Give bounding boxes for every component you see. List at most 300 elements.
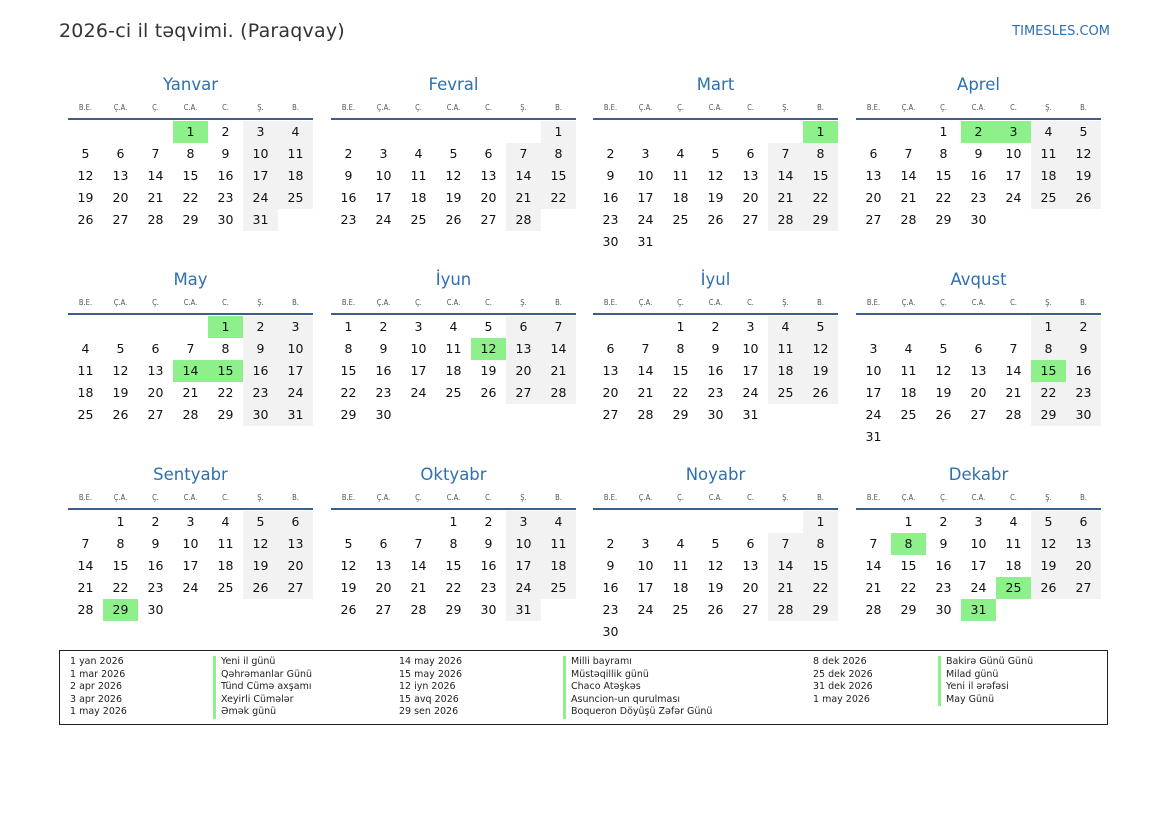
day-cell: 22 (672, 385, 689, 400)
month-1 (68, 74, 313, 231)
day-cell: 9 (606, 168, 615, 183)
day-cell: 6 (379, 536, 388, 551)
day-cell: 14 (865, 558, 882, 573)
day-cell: 9 (151, 536, 160, 551)
month-divider (856, 508, 1101, 510)
month-divider (68, 508, 313, 510)
day-cell: 20 (375, 580, 392, 595)
day-cell: 29 (340, 407, 357, 422)
day-cell: 24 (637, 212, 654, 227)
day-cell: 5 (243, 511, 278, 533)
weekday-label: C.A. (971, 298, 986, 307)
day-cell: 27 (147, 407, 164, 422)
day-cell: 10 (865, 363, 882, 378)
day-cell: 3 (186, 514, 195, 529)
day-cell: 24 (506, 577, 541, 599)
weekday-label: B. (1080, 103, 1087, 112)
day-cell: 24 (182, 580, 199, 595)
day-cell: 12 (112, 363, 129, 378)
month-name: Dekabr (948, 465, 1009, 484)
weekday-label: Ç.A. (901, 103, 916, 112)
month-name: Yanvar (162, 75, 219, 94)
day-cell: 15 (803, 555, 838, 577)
holiday-date: 31 dek 2026 (813, 681, 873, 693)
day-cell: 16 (243, 360, 278, 382)
day-cell: 13 (602, 363, 619, 378)
weekday-label: C. (1010, 298, 1017, 307)
holiday-date: 14 may 2026 (399, 656, 463, 667)
day-empty (138, 121, 173, 143)
day-empty (628, 511, 663, 533)
holiday-date: 25 dek 2026 (813, 668, 873, 680)
holiday-date: 1 may 2026 (70, 706, 127, 718)
month-days (68, 316, 313, 426)
day-cell: 8 (344, 341, 353, 356)
day-cell: 4 (676, 536, 685, 551)
day-cell: 25 (541, 577, 576, 599)
day-cell-holiday: 8 (891, 533, 926, 555)
day-cell: 30 (243, 404, 278, 426)
day-cell-holiday: 15 (1031, 360, 1066, 382)
day-cell: 19 (445, 190, 462, 205)
day-cell: 31 (506, 599, 541, 621)
day-cell: 30 (375, 407, 392, 422)
holiday-name: May Günü (938, 694, 1033, 707)
day-cell: 17 (410, 363, 427, 378)
day-cell: 5 (939, 341, 948, 356)
day-cell: 10 (970, 536, 987, 551)
weekday-label: B.E. (603, 493, 618, 502)
day-cell: 9 (606, 558, 615, 573)
month-name: Avqust (950, 270, 1007, 289)
holiday-name: Xeyirli Cümələr (213, 694, 312, 707)
day-cell: 27 (602, 407, 619, 422)
day-cell: 12 (1031, 533, 1066, 555)
holiday-name: Asuncion-un qurulması (563, 694, 712, 707)
day-cell: 4 (676, 146, 685, 161)
day-cell: 28 (410, 602, 427, 617)
day-cell: 14 (147, 168, 164, 183)
day-cell: 18 (672, 190, 689, 205)
day-cell: 10 (506, 533, 541, 555)
day-cell: 7 (904, 146, 913, 161)
day-cell: 23 (602, 602, 619, 617)
day-empty (401, 121, 436, 143)
weekday-label: B.E. (866, 103, 881, 112)
weekday-label: C.A. (183, 298, 198, 307)
day-cell: 10 (637, 558, 654, 573)
day-cell: 17 (970, 558, 987, 573)
day-cell: 7 (186, 341, 195, 356)
day-cell: 23 (707, 385, 724, 400)
weekday-label: C.A. (971, 103, 986, 112)
weekday-label: B.E. (603, 298, 618, 307)
day-cell: 9 (243, 338, 278, 360)
day-cell: 22 (935, 190, 952, 205)
day-cell: 3 (414, 319, 423, 334)
weekday-header (856, 294, 1101, 312)
day-cell: 10 (182, 536, 199, 551)
day-cell: 12 (445, 168, 462, 183)
month-divider (331, 508, 576, 510)
day-cell: 1 (1031, 316, 1066, 338)
site-link[interactable]: TIMESLES.COM (1012, 24, 1110, 39)
weekday-label: C. (1010, 103, 1017, 112)
day-cell: 1 (676, 319, 685, 334)
month-11 (593, 464, 838, 643)
weekday-label: Ç.A. (113, 103, 128, 112)
day-cell: 16 (1066, 360, 1101, 382)
day-cell: 20 (742, 190, 759, 205)
weekday-header (331, 99, 576, 117)
weekday-label: Ç. (940, 298, 947, 307)
day-cell: 13 (480, 168, 497, 183)
weekday-label: Ç. (415, 493, 422, 502)
day-cell: 10 (243, 143, 278, 165)
day-cell: 3 (506, 511, 541, 533)
day-cell: 23 (375, 385, 392, 400)
day-cell: 17 (742, 363, 759, 378)
month-name: İyun (435, 270, 472, 289)
day-cell: 29 (803, 209, 838, 231)
day-cell: 4 (1031, 121, 1066, 143)
day-empty (331, 511, 366, 533)
day-cell-holiday: 15 (208, 360, 243, 382)
month-days (68, 121, 313, 231)
day-empty (768, 121, 803, 143)
day-cell: 6 (869, 146, 878, 161)
day-cell: 11 (672, 558, 689, 573)
day-cell: 13 (112, 168, 129, 183)
day-cell: 25 (445, 385, 462, 400)
day-cell: 14 (768, 555, 803, 577)
day-cell-holiday: 12 (471, 338, 506, 360)
month-name: May (173, 270, 208, 289)
weekday-label: Ç.A. (901, 493, 916, 502)
weekday-label: Ç.A. (638, 298, 653, 307)
day-cell: 24 (865, 407, 882, 422)
weekday-label: B.E. (341, 493, 356, 502)
day-cell: 4 (1009, 514, 1018, 529)
day-empty (173, 316, 208, 338)
day-cell: 4 (221, 514, 230, 529)
day-cell: 1 (803, 511, 838, 533)
page-title: 2026-ci il təqvimi. (Paraqvay) (59, 20, 345, 42)
holiday-name: Qəhrəmanlar Günü (213, 669, 312, 682)
holiday-date: 29 sen 2026 (399, 706, 459, 718)
weekday-label: Ş. (782, 493, 789, 502)
day-cell: 21 (506, 187, 541, 209)
day-cell: 27 (480, 212, 497, 227)
day-cell: 18 (278, 165, 313, 187)
weekday-label: Ç. (677, 103, 684, 112)
day-cell: 10 (278, 338, 313, 360)
holiday-name: Yeni il ərəfəsi (938, 681, 1033, 694)
day-cell: 13 (970, 363, 987, 378)
day-cell: 17 (865, 385, 882, 400)
weekday-label: Ç. (677, 298, 684, 307)
month-days (856, 121, 1101, 231)
day-cell: 13 (147, 363, 164, 378)
day-cell: 15 (803, 165, 838, 187)
day-cell: 2 (379, 319, 388, 334)
month-name: İyul (700, 270, 731, 289)
day-cell: 4 (449, 319, 458, 334)
day-empty (856, 511, 891, 533)
day-cell: 1 (904, 514, 913, 529)
day-cell: 3 (641, 146, 650, 161)
day-cell: 25 (77, 407, 94, 422)
day-cell: 14 (900, 168, 917, 183)
day-cell-holiday: 29 (103, 599, 138, 621)
day-cell: 13 (1066, 533, 1101, 555)
day-cell: 20 (480, 190, 497, 205)
day-cell-holiday: 1 (208, 316, 243, 338)
holiday-date: 1 may 2026 (813, 693, 870, 705)
day-cell: 29 (1031, 404, 1066, 426)
day-cell: 15 (900, 558, 917, 573)
day-cell: 30 (217, 212, 234, 227)
day-cell: 18 (77, 385, 94, 400)
day-cell: 9 (939, 536, 948, 551)
weekday-label: B.E. (78, 493, 93, 502)
day-cell: 9 (379, 341, 388, 356)
day-empty (593, 511, 628, 533)
day-cell: 9 (711, 341, 720, 356)
day-cell: 17 (637, 580, 654, 595)
day-cell: 24 (970, 580, 987, 595)
day-cell: 9 (221, 146, 230, 161)
day-cell: 17 (637, 190, 654, 205)
weekday-header (68, 99, 313, 117)
weekday-label: C. (747, 298, 754, 307)
day-cell: 22 (1031, 382, 1066, 404)
day-cell: 19 (1031, 555, 1066, 577)
month-12 (856, 464, 1101, 621)
holiday-name: Müstəqillik günü (563, 669, 712, 682)
holiday-dates-col-1 (70, 656, 127, 719)
weekday-label: B. (292, 298, 299, 307)
day-cell: 25 (672, 602, 689, 617)
day-cell: 2 (939, 514, 948, 529)
day-cell: 31 (865, 429, 882, 444)
month-divider (68, 313, 313, 315)
day-cell: 2 (243, 316, 278, 338)
day-cell: 4 (904, 341, 913, 356)
month-divider (331, 313, 576, 315)
month-3 (593, 74, 838, 253)
weekday-label: Ç.A. (113, 493, 128, 502)
weekday-label: B. (817, 103, 824, 112)
month-divider (331, 118, 576, 120)
day-cell: 11 (1005, 536, 1022, 551)
month-days (856, 316, 1101, 448)
day-cell: 10 (637, 168, 654, 183)
day-cell: 17 (1005, 168, 1022, 183)
month-divider (856, 118, 1101, 120)
day-cell: 15 (445, 558, 462, 573)
day-cell: 23 (1066, 382, 1101, 404)
day-cell: 18 (768, 360, 803, 382)
day-cell: 19 (707, 580, 724, 595)
day-cell: 21 (637, 385, 654, 400)
weekday-label: B.E. (341, 103, 356, 112)
weekday-label: B. (1080, 493, 1087, 502)
day-cell: 18 (217, 558, 234, 573)
day-cell: 18 (900, 385, 917, 400)
day-cell: 5 (116, 341, 125, 356)
weekday-label: Ş. (520, 493, 527, 502)
day-cell: 30 (707, 407, 724, 422)
day-cell: 19 (112, 385, 129, 400)
day-cell: 15 (182, 168, 199, 183)
day-cell: 16 (480, 558, 497, 573)
day-cell: 20 (112, 190, 129, 205)
weekday-label: C. (747, 103, 754, 112)
day-cell: 27 (865, 212, 882, 227)
day-cell: 12 (803, 338, 838, 360)
day-empty (68, 316, 103, 338)
weekday-label: C. (222, 103, 229, 112)
weekday-label: B. (817, 298, 824, 307)
day-cell: 2 (221, 124, 230, 139)
day-cell: 12 (340, 558, 357, 573)
day-empty (628, 316, 663, 338)
day-cell: 7 (1009, 341, 1018, 356)
day-cell: 6 (606, 341, 615, 356)
day-empty (436, 121, 471, 143)
day-cell: 13 (865, 168, 882, 183)
weekday-label: C. (485, 493, 492, 502)
holiday-dates-col-3 (813, 656, 873, 706)
day-cell: 18 (445, 363, 462, 378)
day-cell: 9 (344, 168, 353, 183)
month-divider (593, 508, 838, 510)
day-cell: 11 (900, 363, 917, 378)
day-cell: 14 (77, 558, 94, 573)
month-name: Noyabr (685, 465, 746, 484)
day-cell: 26 (77, 212, 94, 227)
day-cell: 23 (602, 212, 619, 227)
weekday-label: B.E. (78, 298, 93, 307)
day-cell: 28 (1005, 407, 1022, 422)
day-empty (471, 121, 506, 143)
day-empty (733, 121, 768, 143)
holiday-date: 2 apr 2026 (70, 681, 123, 693)
day-cell: 26 (803, 382, 838, 404)
holiday-names-col-2 (563, 656, 712, 719)
day-cell: 11 (1031, 143, 1066, 165)
day-cell: 7 (81, 536, 90, 551)
holiday-name: Chaco Atəşkəs (563, 681, 712, 694)
holiday-names-col-1 (213, 656, 312, 719)
month-divider (593, 313, 838, 315)
weekday-label: Ç. (677, 493, 684, 502)
day-cell: 7 (641, 341, 650, 356)
day-cell: 12 (707, 168, 724, 183)
day-cell: 21 (541, 360, 576, 382)
day-cell: 2 (484, 514, 493, 529)
day-cell: 30 (602, 234, 619, 249)
day-cell: 19 (480, 363, 497, 378)
day-cell: 4 (278, 121, 313, 143)
day-cell: 14 (410, 558, 427, 573)
day-empty (593, 316, 628, 338)
weekday-label: Ş. (1045, 103, 1052, 112)
day-cell: 3 (746, 319, 755, 334)
weekday-label: Ç. (940, 493, 947, 502)
day-empty (593, 121, 628, 143)
day-empty (401, 511, 436, 533)
day-cell: 30 (935, 602, 952, 617)
day-cell: 7 (869, 536, 878, 551)
day-empty (366, 511, 401, 533)
day-cell: 20 (865, 190, 882, 205)
month-name: Fevral (428, 75, 479, 94)
day-cell: 8 (939, 146, 948, 161)
day-cell: 17 (278, 360, 313, 382)
day-cell: 19 (340, 580, 357, 595)
day-empty (996, 316, 1031, 338)
day-cell: 11 (217, 536, 234, 551)
day-cell: 16 (935, 558, 952, 573)
day-cell-holiday: 1 (803, 121, 838, 143)
day-cell: 26 (445, 212, 462, 227)
weekday-label: Ç. (152, 103, 159, 112)
weekday-label: Ç.A. (376, 298, 391, 307)
day-cell: 5 (711, 146, 720, 161)
day-cell: 23 (935, 580, 952, 595)
day-cell: 8 (1031, 338, 1066, 360)
day-cell: 10 (410, 341, 427, 356)
day-cell-holiday: 25 (996, 577, 1031, 599)
day-cell: 27 (742, 602, 759, 617)
weekday-label: B. (292, 103, 299, 112)
day-cell: 3 (243, 121, 278, 143)
day-cell: 25 (217, 580, 234, 595)
day-cell: 1 (116, 514, 125, 529)
day-cell: 17 (375, 190, 392, 205)
weekday-header (593, 99, 838, 117)
day-cell: 19 (707, 190, 724, 205)
day-cell: 31 (742, 407, 759, 422)
day-cell: 13 (278, 533, 313, 555)
weekday-label: C.A. (971, 493, 986, 502)
day-cell: 8 (221, 341, 230, 356)
day-cell-holiday: 3 (996, 121, 1031, 143)
day-cell: 28 (768, 209, 803, 231)
day-cell: 22 (182, 190, 199, 205)
weekday-label: Ş. (782, 103, 789, 112)
day-cell: 10 (375, 168, 392, 183)
day-cell: 8 (676, 341, 685, 356)
day-cell: 27 (742, 212, 759, 227)
month-days (331, 121, 576, 231)
month-divider (68, 118, 313, 120)
day-cell-holiday: 14 (173, 360, 208, 382)
day-empty (733, 511, 768, 533)
month-6 (331, 269, 576, 426)
day-cell: 27 (375, 602, 392, 617)
weekday-header (331, 489, 576, 507)
holiday-date: 8 dek 2026 (813, 656, 867, 667)
month-name: Oktyabr (420, 465, 487, 484)
day-cell: 14 (1005, 363, 1022, 378)
day-cell: 25 (672, 212, 689, 227)
day-cell: 20 (742, 580, 759, 595)
weekday-header (68, 489, 313, 507)
day-cell: 8 (116, 536, 125, 551)
